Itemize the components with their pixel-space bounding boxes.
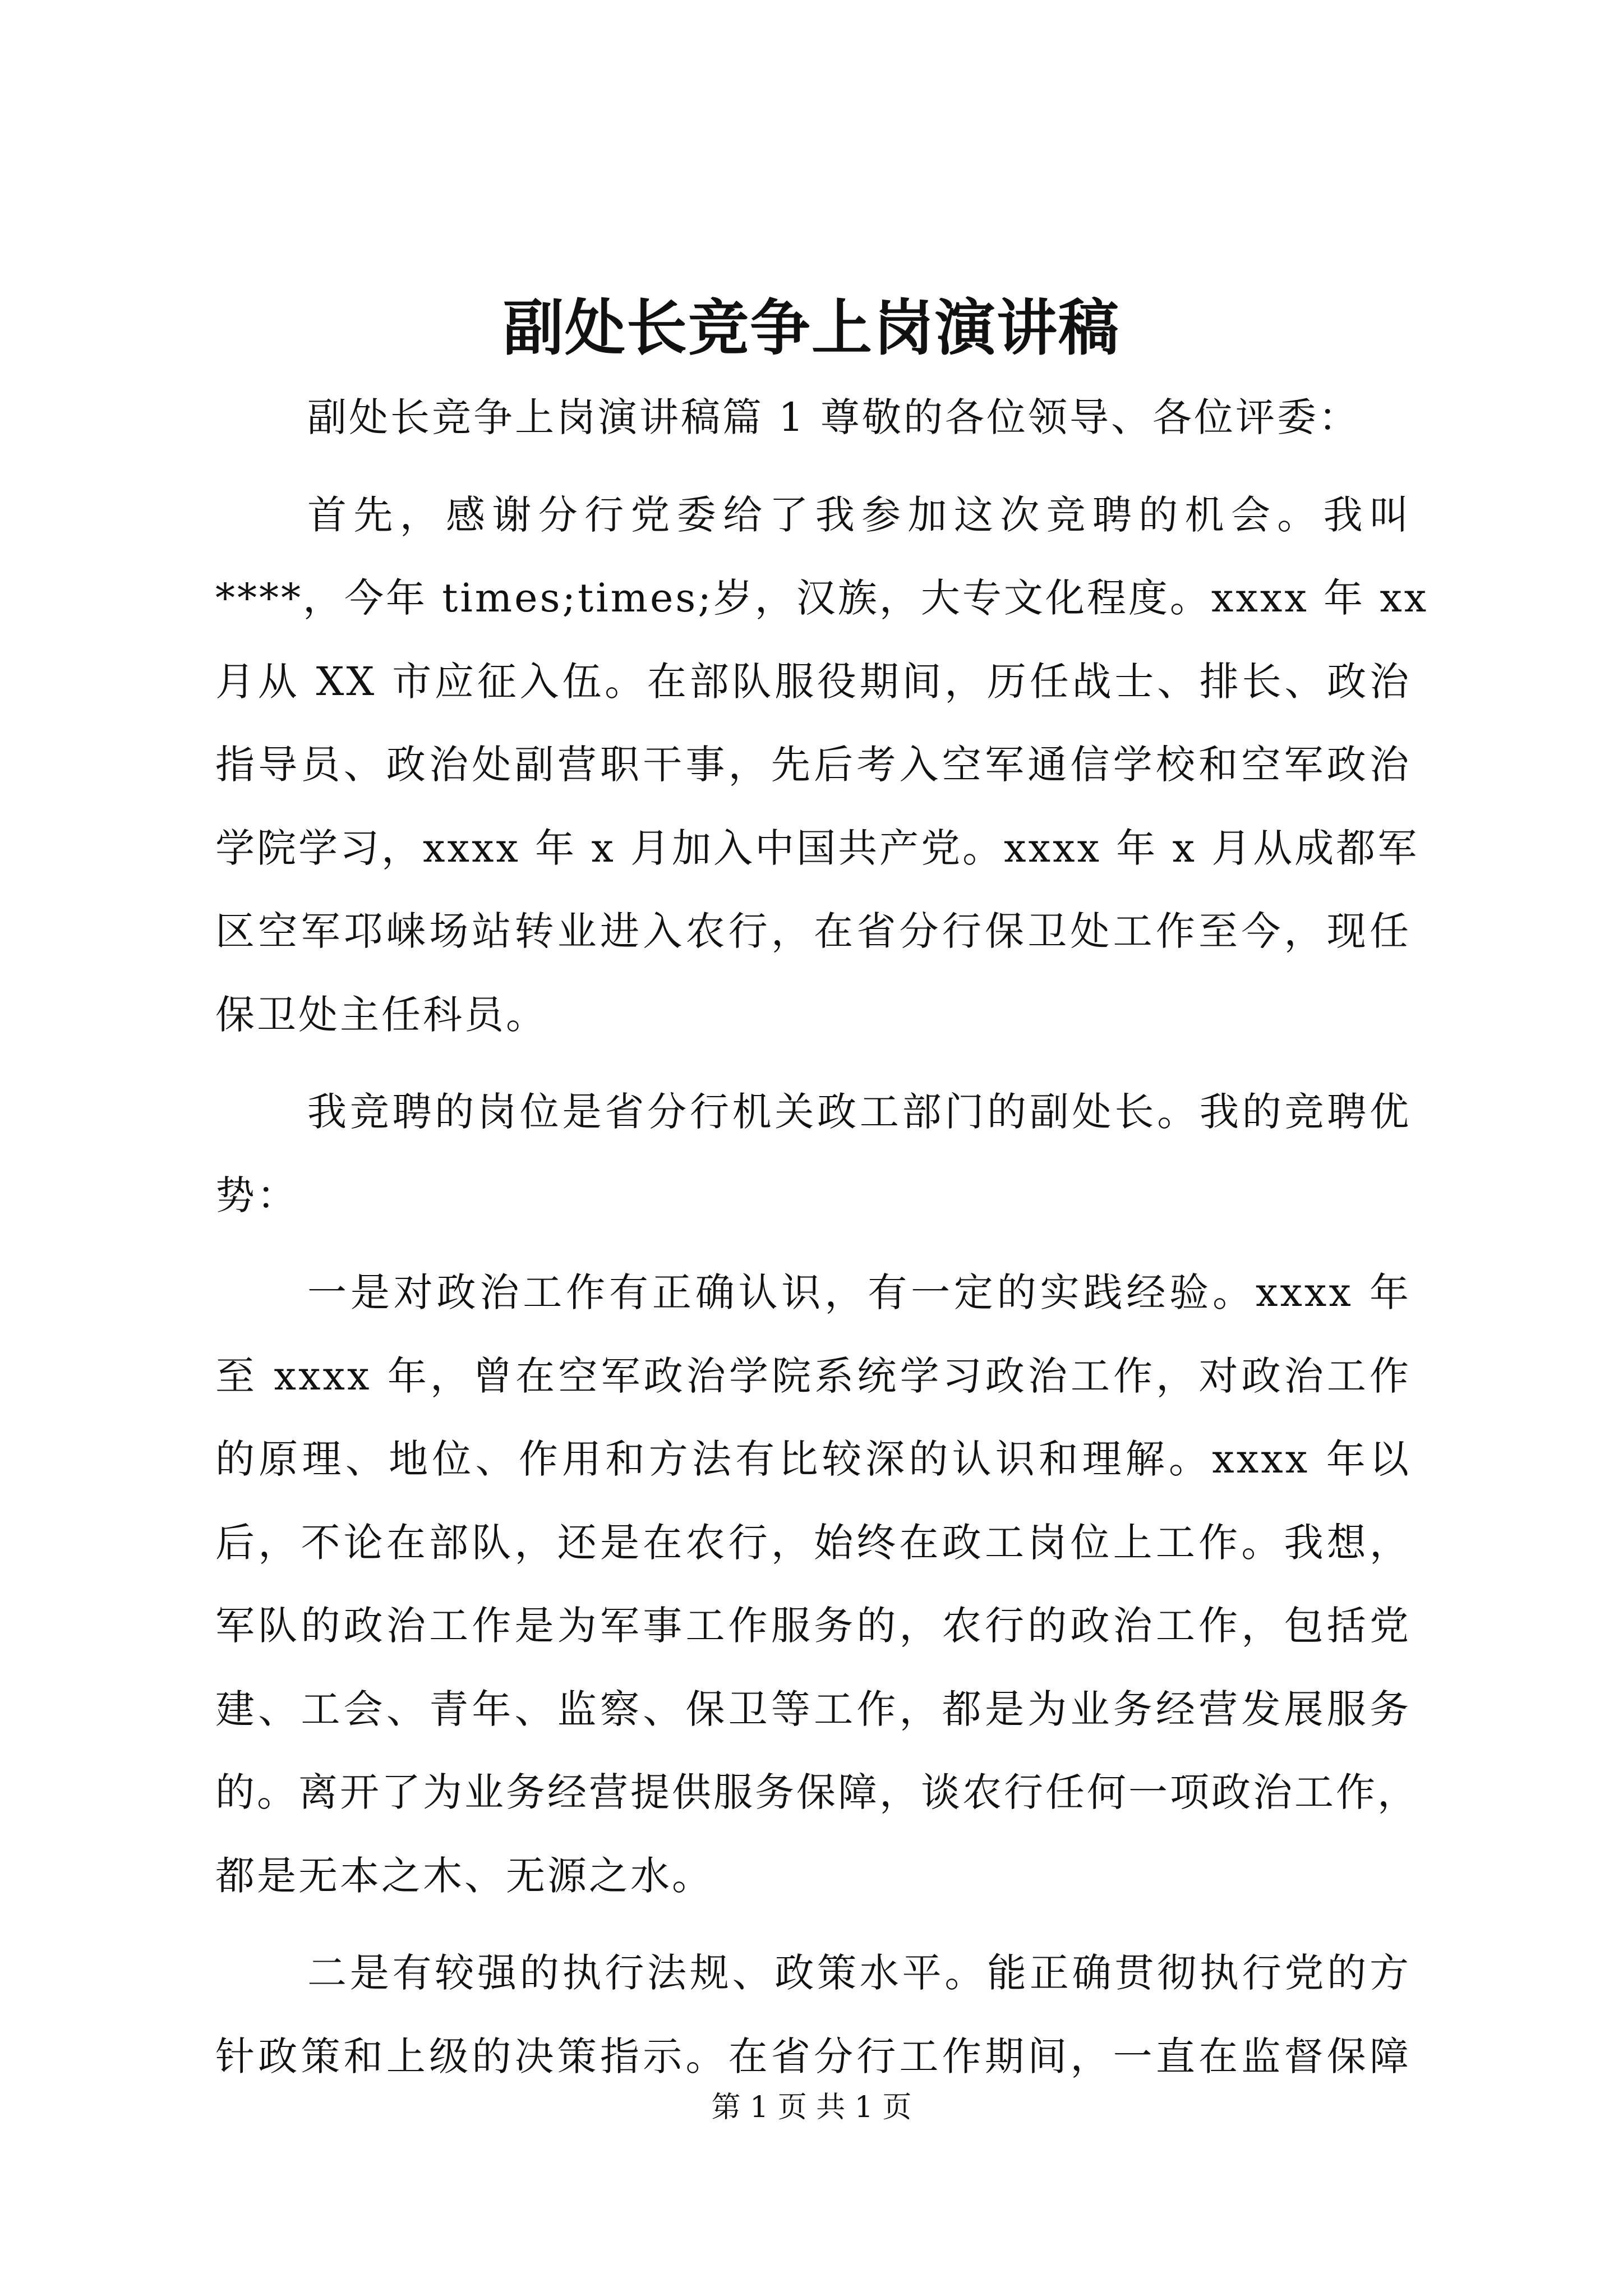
- text-line: 月从 XX 市应征入伍。在部队服役期间，历任战士、排长、政治: [215, 658, 1411, 705]
- text-line: 指导员、政治处副营职干事，先后考入空军通信学校和空军政治: [215, 742, 1411, 788]
- text-line: 副处长竞争上岗演讲稿篇 1 尊敬的各位领导、各位评委：: [307, 394, 1361, 440]
- paragraph-advantage-one: [215, 1251, 1419, 1917]
- document-title: 副处长竞争上岗演讲稿: [502, 293, 1120, 364]
- text-line: 保卫处主任科员。: [215, 991, 547, 1038]
- text-line: 至 xxxx 年，曾在空军政治学院系统学习政治工作，对政治工作: [215, 1352, 1411, 1399]
- text-line: 针政策和上级的决策指示。在省分行工作期间，一直在监督保障: [215, 2033, 1411, 2079]
- text-line: 学院学习，xxxx 年 x 月加入中国共产党。xxxx 年 x 月从成都军: [215, 825, 1419, 871]
- text-line: 区空军邛崃场站转业进入农行，在省分行保卫处工作至今，现任: [215, 908, 1411, 954]
- text-line: 首先，感谢分行党委给了我参加这次竞聘的机会。我叫: [307, 491, 1411, 538]
- paragraph-greeting: [215, 376, 1411, 459]
- text-line: 军队的政治工作是为军事工作服务的，农行的政治工作，包括党: [215, 1603, 1411, 1649]
- text-line: 我竞聘的岗位是省分行机关政工部门的副处长。我的竞聘优: [307, 1089, 1411, 1135]
- text-line: 都是无本之木、无源之水。: [215, 1852, 713, 1899]
- paragraph-position: [215, 1070, 1411, 1237]
- text-line: 势：: [215, 1172, 298, 1218]
- text-line: 建、工会、青年、监察、保卫等工作，都是为业务经营发展服务: [215, 1686, 1411, 1732]
- paragraph-advantage-two: [215, 1931, 1411, 2098]
- text-line: 的原理、地位、作用和方法有比较深的认识和理解。xxxx 年以: [215, 1436, 1411, 1482]
- document-body: [215, 376, 1429, 2098]
- text-line: ****，今年 times;times;岁，汉族，大专文化程度。xxxx 年 xx: [215, 575, 1429, 621]
- text-line: 二是有较强的执行法规、政策水平。能正确贯彻执行党的方: [307, 1950, 1411, 1996]
- paragraph-introduction: [215, 473, 1429, 1057]
- page-footer: 第 1 页 共 1 页: [711, 2091, 912, 2124]
- text-line: 后，不论在部队，还是在农行，始终在政工岗位上工作。我想，: [215, 1519, 1411, 1566]
- text-line: 的。离开了为业务经营提供服务保障，谈农行任何一项政治工作，: [215, 1769, 1419, 1815]
- text-line: 一是对政治工作有正确认识，有一定的实践经验。xxxx 年: [307, 1269, 1411, 1315]
